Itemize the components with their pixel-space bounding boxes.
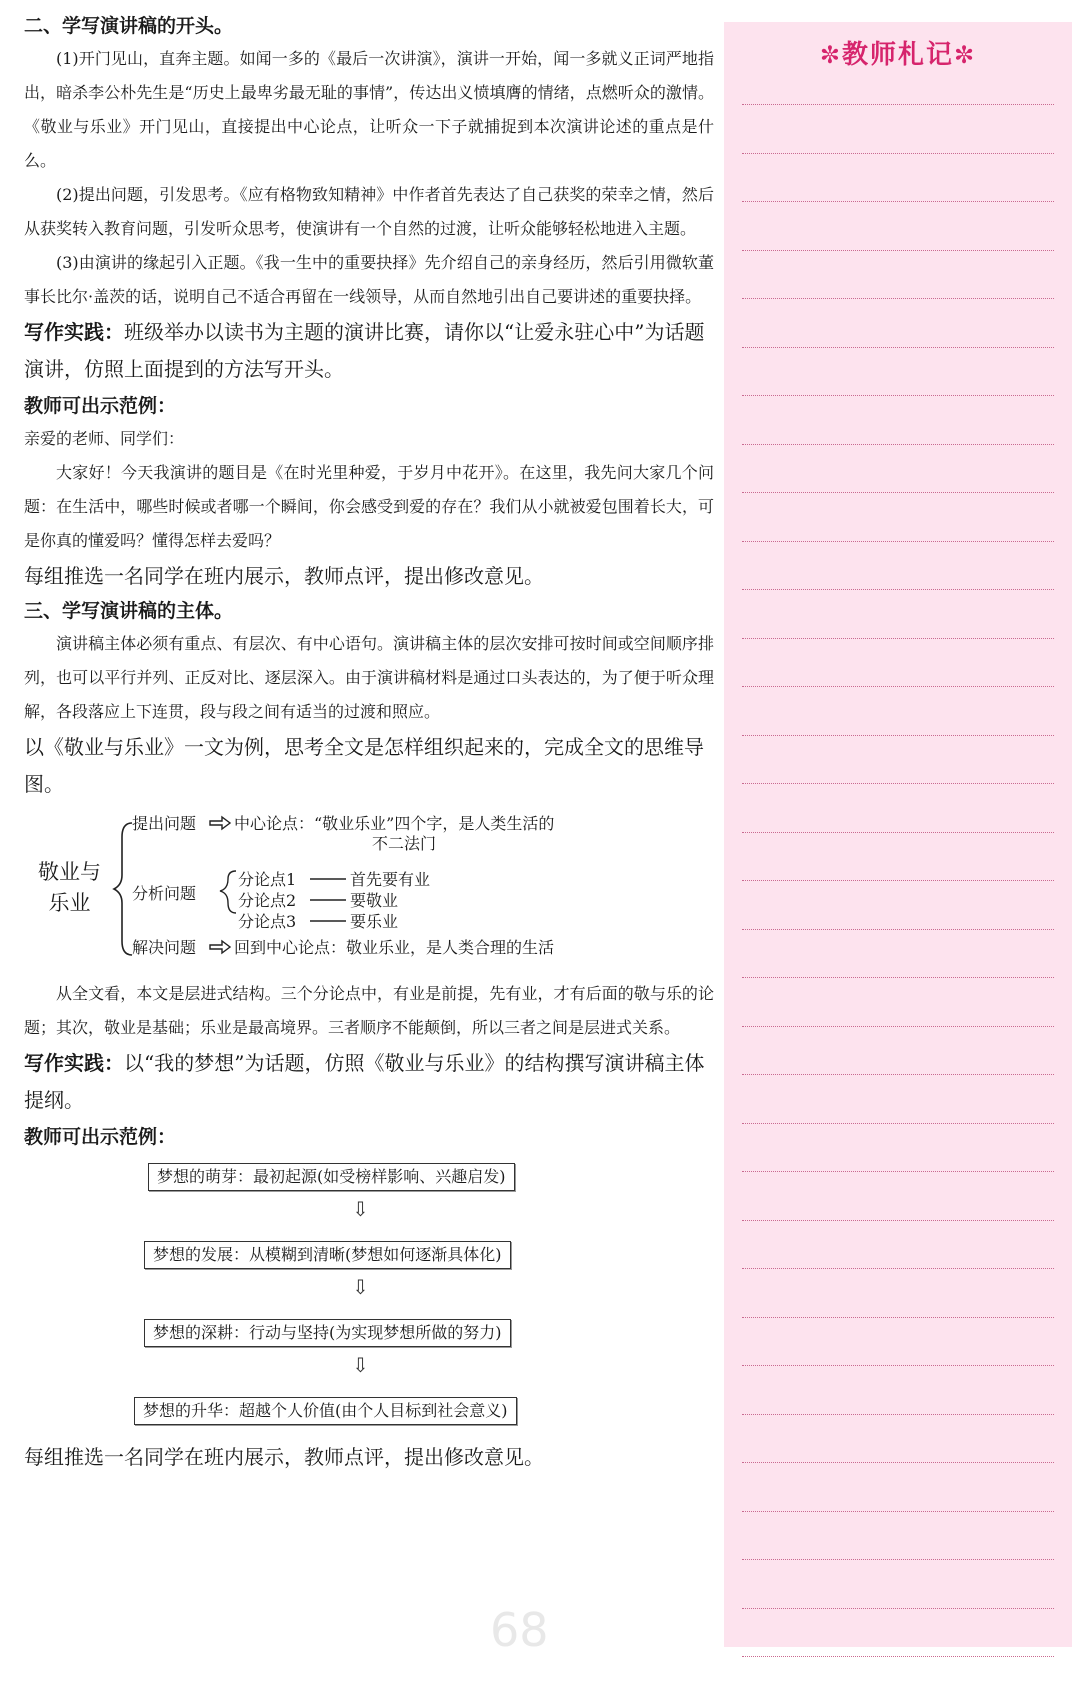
note-line bbox=[742, 104, 1054, 105]
note-line bbox=[742, 1462, 1054, 1463]
note-line bbox=[742, 638, 1054, 639]
flow-box-1: 梦想的萌芽：最初起源(如受榜样影响、兴趣启发) bbox=[148, 1163, 515, 1191]
down-arrow-icon: ⇩ bbox=[352, 1197, 369, 1221]
practice-text-2: 以“我的梦想”为话题，仿照《敬业与乐业》的结构撰写演讲稿主体提纲。 bbox=[24, 1051, 705, 1112]
teacher-notes-title-text: 教师札记 bbox=[841, 40, 954, 70]
note-line bbox=[742, 1511, 1054, 1512]
note-line bbox=[742, 153, 1054, 154]
note-line bbox=[742, 832, 1054, 833]
arrow-b1 bbox=[210, 817, 230, 829]
note-line bbox=[742, 1559, 1054, 1560]
practice-label-2: 写作实践： bbox=[24, 1051, 124, 1075]
section-2-title: 二、学写演讲稿的开头。 bbox=[24, 15, 234, 37]
note-line bbox=[742, 686, 1054, 687]
section-2-paragraph-2: (2)提出问题，引发思考。《应有格物致知精神》中作者首先表达了自己获奖的荣幸之情，然后从获奖转入教育问题，引发听众思考，使演讲有一个自然的过渡，让听众能够轻松地进入主题。 bbox=[24, 185, 714, 238]
root-line-1: 敬业与 bbox=[38, 860, 101, 884]
branch-2-label: 分析问题 bbox=[132, 884, 197, 903]
note-line bbox=[742, 735, 1054, 736]
flow-box-4: 梦想的升华：超越个人价值(由个人目标到社会意义) bbox=[134, 1397, 517, 1425]
note-line bbox=[742, 541, 1054, 542]
root-line-2: 乐业 bbox=[48, 891, 91, 915]
example-greeting: 亲爱的老师、同学们： bbox=[24, 429, 185, 448]
dream-outline-flow bbox=[24, 1159, 714, 1469]
section-3-title: 三、学写演讲稿的主体。 bbox=[24, 600, 234, 622]
section-2-closing: 每组推选一名同学在班内展示，教师点评，提出修改意见。 bbox=[24, 564, 544, 588]
note-line bbox=[742, 1317, 1054, 1318]
note-line bbox=[742, 977, 1054, 978]
sub-point-2-text: 要敬业 bbox=[350, 891, 399, 910]
branch-3-label: 解决问题 bbox=[132, 938, 197, 957]
branch-1-text-line-1: 中心论点：“敬业乐业”四个字，是人类生活的 bbox=[234, 814, 555, 833]
section-3-paragraph-1: 演讲稿主体必须有重点、有层次、有中心语句。演讲稿主体的层次安排可按时间或空间顺序排列，也可以平行并列、正反对比、逐层深入。由于演讲稿材料是通过口头表达的，为了便于听众理解，各段落应上下连贯，段与段之间有适当的过渡和照应。 bbox=[24, 634, 714, 721]
page-number: 68 bbox=[490, 1603, 549, 1657]
mind-map-sub-brace bbox=[220, 871, 236, 913]
section-3-closing: 每组推选一名同学在班内展示，教师点评，提出修改意见。 bbox=[24, 1445, 544, 1469]
note-line bbox=[742, 880, 1054, 881]
section-2-practice bbox=[24, 314, 714, 388]
note-line bbox=[742, 395, 1054, 396]
sub-point-2-label: 分论点2 bbox=[238, 891, 297, 910]
note-line bbox=[742, 1656, 1054, 1657]
section-2-paragraph-3: (3)由演讲的缘起引入正题。《我一生中的重要抉择》先介绍自己的亲身经历，然后引用微软董事长比尔·盖茨的话，说明自己不适合再留在一线领导，从而自然地引出自己要讲述的重要抉择。 bbox=[24, 253, 714, 306]
mind-map-main-brace bbox=[114, 823, 132, 955]
down-arrow-icon: ⇩ bbox=[352, 1275, 369, 1299]
down-arrow-icon: ⇩ bbox=[352, 1353, 369, 1377]
note-line bbox=[742, 1608, 1054, 1609]
note-line bbox=[742, 589, 1054, 590]
mind-map bbox=[24, 809, 714, 977]
flower-icon: ✼ bbox=[954, 41, 977, 69]
note-line bbox=[742, 1171, 1054, 1172]
section-3-practice bbox=[24, 1045, 714, 1119]
mind-map-root bbox=[38, 857, 101, 919]
note-line bbox=[742, 347, 1054, 348]
note-line bbox=[742, 1365, 1054, 1366]
section-3-task: 以《敬业与乐业》一文为例，思考全文是怎样组织起来的，完成全文的思维导图。 bbox=[24, 735, 704, 796]
sub-point-3-label: 分论点3 bbox=[238, 912, 297, 931]
flower-icon: ✼ bbox=[819, 41, 842, 69]
practice-text: 班级举办以读书为主题的演讲比赛，请你以“让爱永驻心中”为话题演讲，仿照上面提到的方法写开头。 bbox=[24, 320, 705, 381]
section-2-paragraph-1: (1)开门见山，直奔主题。如闻一多的《最后一次讲演》，演讲一开始，闻一多就义正词严地指出，暗杀李公朴先生是“历史上最卑劣最无耻的事情”，传达出义愤填膺的情绪，点燃听众的激情。《敬业与乐业》开门见山，直接提出中心论点，让听众一下子就捕捉到本次演讲论述的重点是什么。 bbox=[24, 49, 714, 170]
example-body: 大家好！今天我演讲的题目是《在时光里种爱，于岁月中花开》。在这里，我先问大家几个问题：在生活中，哪些时候或者哪一个瞬间，你会感受到爱的存在？我们从小就被爱包围着长大，可是你真的懂爱吗？懂得怎样去爱吗？ bbox=[24, 463, 714, 550]
note-line bbox=[742, 444, 1054, 445]
note-line bbox=[742, 201, 1054, 202]
practice-label: 写作实践： bbox=[24, 320, 124, 344]
note-line bbox=[742, 250, 1054, 251]
note-line bbox=[742, 1414, 1054, 1415]
sub-point-3-text: 要乐业 bbox=[350, 912, 399, 931]
section-3-example-label: 教师可出示范例： bbox=[24, 1126, 177, 1148]
note-line bbox=[742, 1123, 1054, 1124]
note-line bbox=[742, 929, 1054, 930]
branch-1-text-line-2: 不二法门 bbox=[372, 834, 437, 853]
arrow-b3 bbox=[210, 941, 230, 953]
flow-box-3: 梦想的深耕：行动与坚持(为实现梦想所做的努力) bbox=[144, 1319, 511, 1347]
sub-point-1-label: 分论点1 bbox=[238, 870, 297, 889]
branch-3-text: 回到中心论点：敬业乐业，是人类合理的生活 bbox=[234, 938, 555, 957]
note-line bbox=[742, 1074, 1054, 1075]
sub-point-1-text: 首先要有业 bbox=[350, 870, 431, 889]
note-line bbox=[742, 1220, 1054, 1221]
note-line bbox=[742, 783, 1054, 784]
flow-box-2: 梦想的发展：从模糊到清晰(梦想如何逐渐具体化) bbox=[144, 1241, 511, 1269]
section-3-paragraph-2: 从全文看，本文是层进式结构。三个分论点中，有业是前提，先有业，才有后面的敬与乐的论题；其次，敬业是基础；乐业是最高境界。三者顺序不能颠倒，所以三者之间是层进式关系。 bbox=[24, 984, 714, 1037]
branch-1-label: 提出问题 bbox=[132, 814, 197, 833]
note-line bbox=[742, 1268, 1054, 1269]
note-line bbox=[742, 492, 1054, 493]
note-line bbox=[742, 298, 1054, 299]
teacher-notes-panel bbox=[724, 22, 1072, 1647]
teacher-notes-title bbox=[724, 34, 1072, 71]
section-2-example-label: 教师可出示范例： bbox=[24, 395, 177, 417]
note-line bbox=[742, 1026, 1054, 1027]
main-content bbox=[24, 10, 714, 1476]
